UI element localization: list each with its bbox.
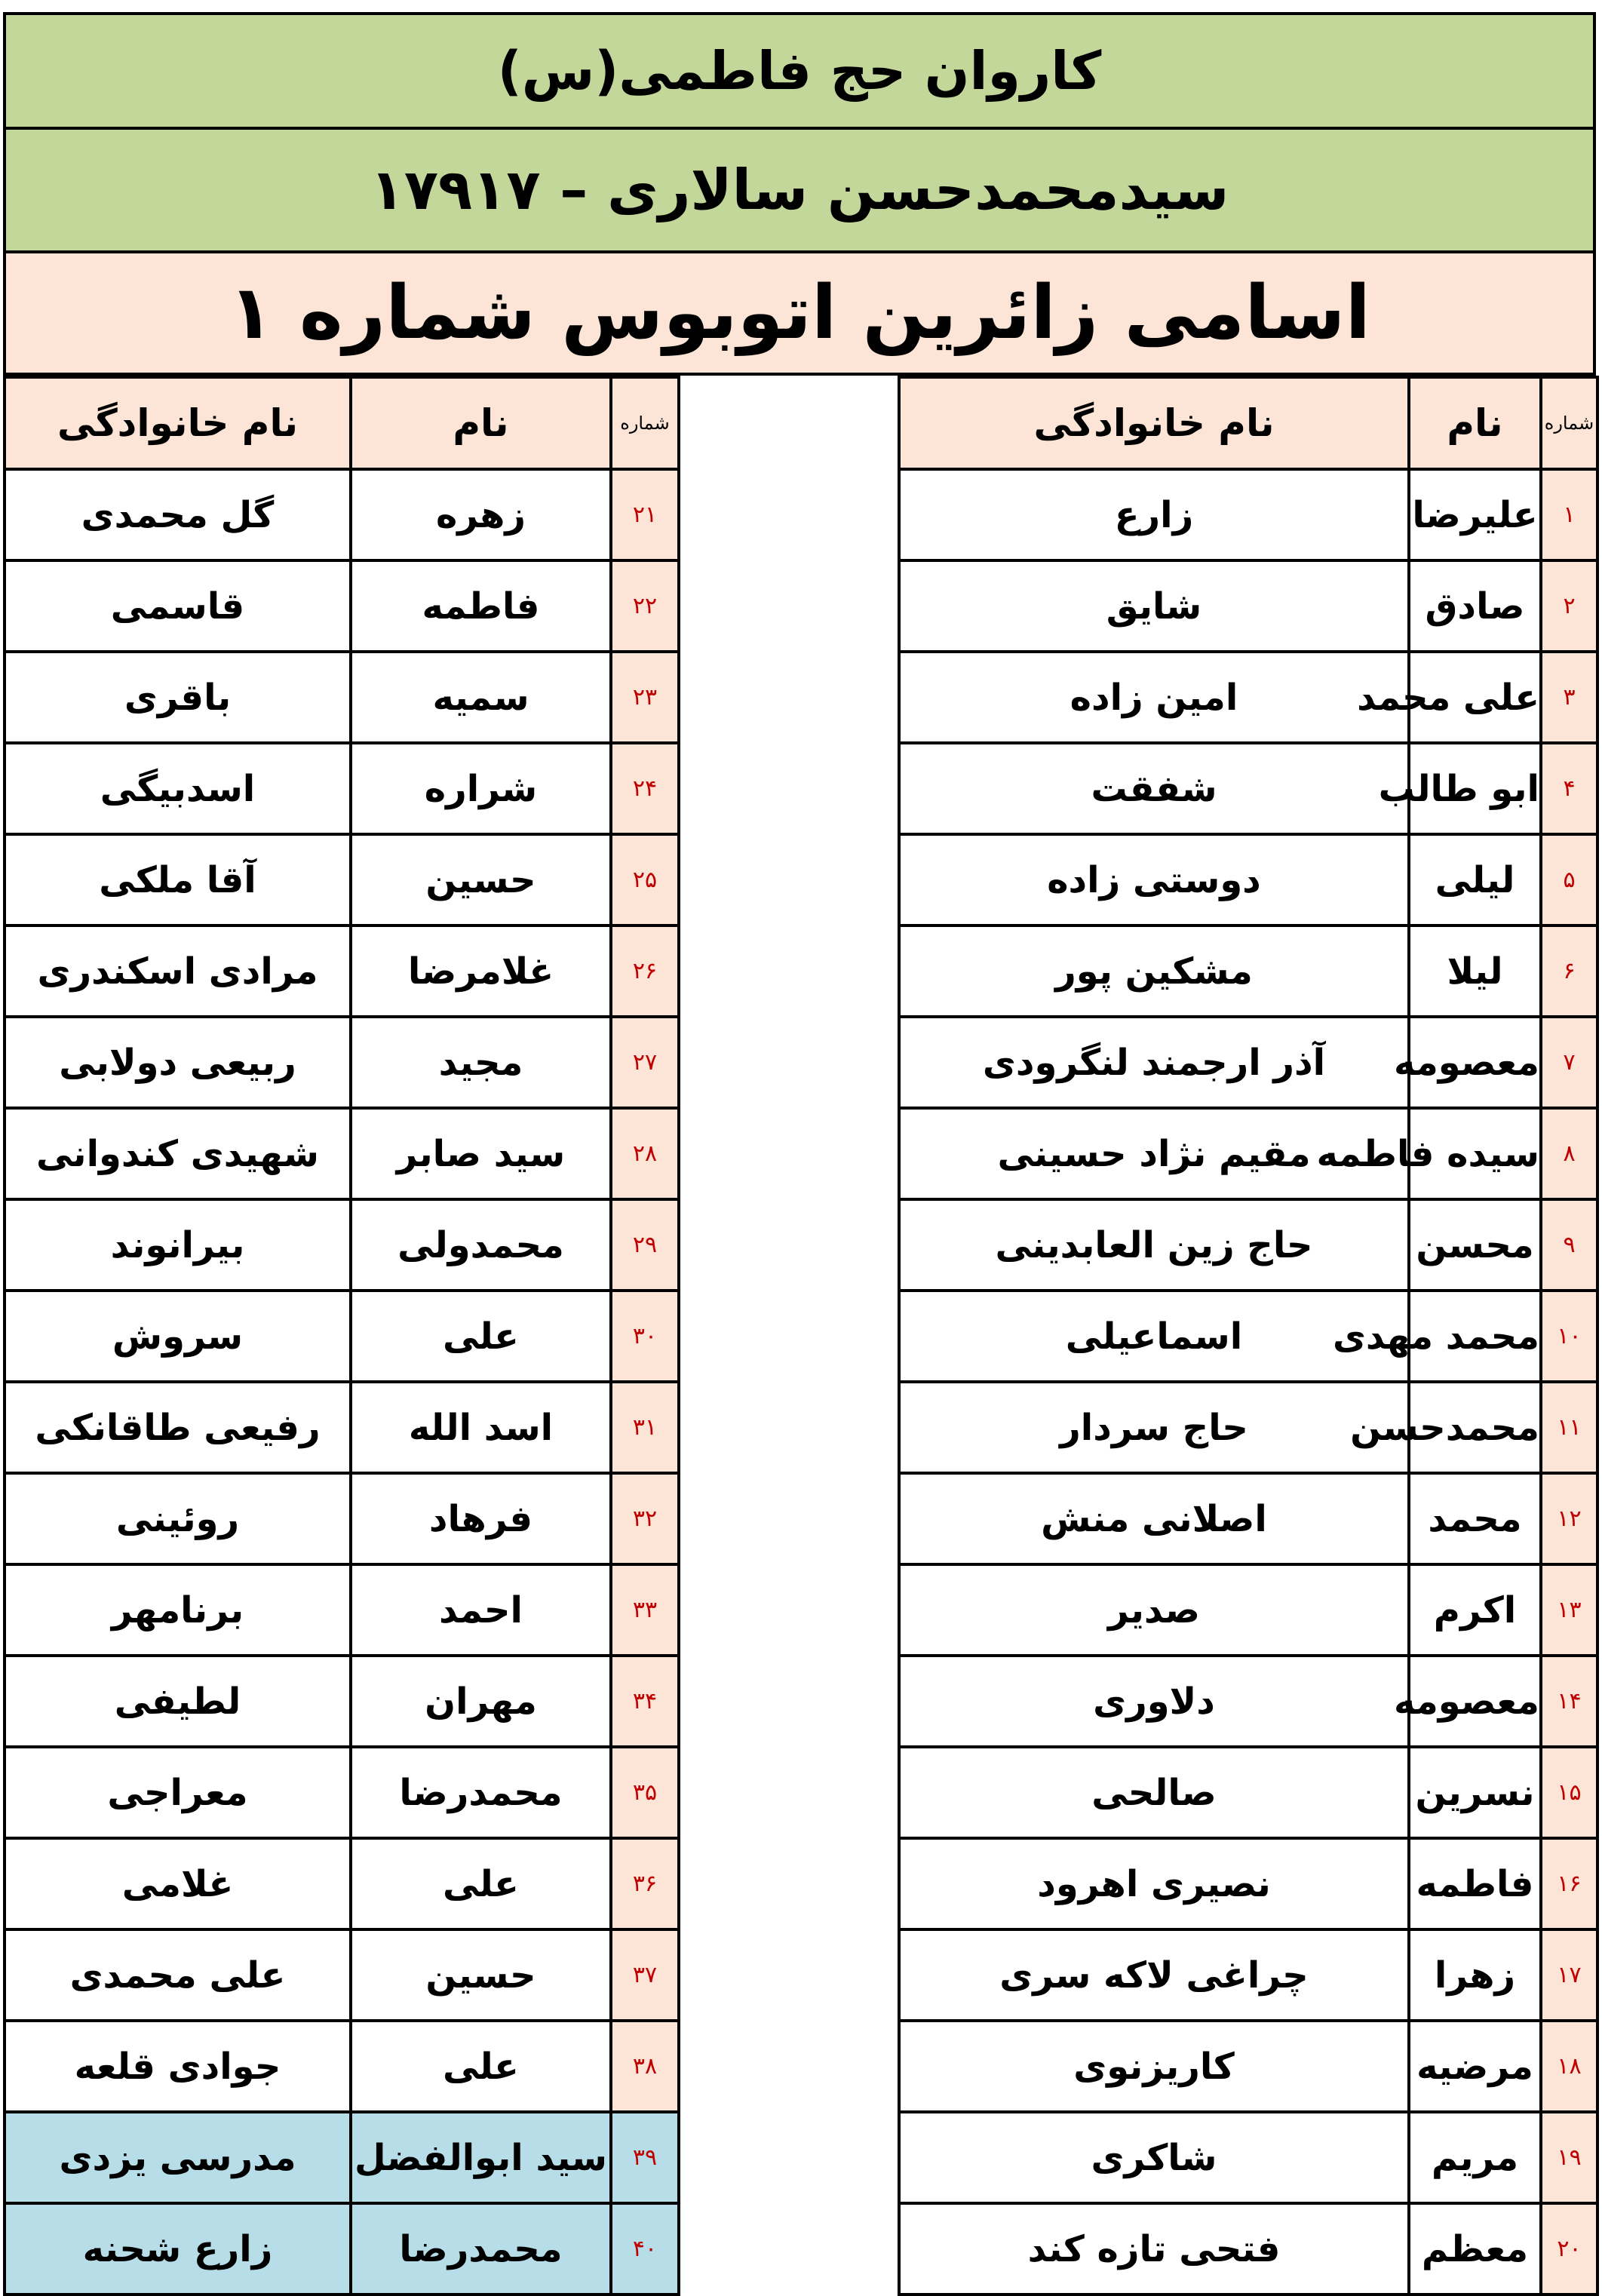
column-header-number: شماره xyxy=(1541,377,1597,469)
first-name-cell: ابو طالب xyxy=(1409,743,1541,834)
table-row xyxy=(5,469,679,560)
table-row xyxy=(5,1747,679,1838)
table-row xyxy=(899,834,1597,925)
last-name-cell: آذر ارجمند لنگرودی xyxy=(899,1017,1409,1108)
last-name-cell: بیرانوند xyxy=(5,1199,351,1291)
table-row xyxy=(5,1838,679,1929)
table-row xyxy=(5,1199,679,1291)
first-name-cell: سیده فاطمه xyxy=(1409,1108,1541,1199)
table-row xyxy=(5,1291,679,1382)
last-name-cell: مقیم نژاد حسینی xyxy=(899,1108,1409,1199)
first-name-cell: لیلی xyxy=(1409,834,1541,925)
first-name-cell: فرهاد xyxy=(351,1473,611,1564)
passenger-table-left xyxy=(3,376,680,2296)
manager-line xyxy=(3,127,1596,253)
row-number: ۲۲ xyxy=(611,560,679,652)
table-row xyxy=(5,925,679,1017)
first-name-cell: معظم xyxy=(1409,2203,1541,2294)
last-name-cell: دوستی زاده xyxy=(899,834,1409,925)
row-number: ۳۳ xyxy=(611,1564,679,1656)
row-number: ۶ xyxy=(1541,925,1597,1017)
passenger-table-right xyxy=(898,376,1599,2296)
first-name-cell: اسد الله xyxy=(351,1382,611,1473)
table-row xyxy=(899,925,1597,1017)
table-row xyxy=(5,652,679,743)
first-name-cell: محمدرضا xyxy=(351,1747,611,1838)
row-number: ۳۵ xyxy=(611,1747,679,1838)
table-body-left xyxy=(5,469,679,2294)
last-name-cell: آقا ملکی xyxy=(5,834,351,925)
table-row xyxy=(899,2203,1597,2294)
row-number: ۲۶ xyxy=(611,925,679,1017)
first-name-cell: حسین xyxy=(351,834,611,925)
first-name-cell: اکرم xyxy=(1409,1564,1541,1656)
row-number: ۲۸ xyxy=(611,1108,679,1199)
last-name-cell: شفقت xyxy=(899,743,1409,834)
table-row xyxy=(899,2021,1597,2112)
table-row xyxy=(5,743,679,834)
row-number: ۲ xyxy=(1541,560,1597,652)
last-name-cell: مرادی اسکندری xyxy=(5,925,351,1017)
row-number: ۱۸ xyxy=(1541,2021,1597,2112)
column-header-last-name: نام خانوادگی xyxy=(899,377,1409,469)
table-header-row xyxy=(899,377,1597,469)
row-number: ۸ xyxy=(1541,1108,1597,1199)
last-name-cell: باقری xyxy=(5,652,351,743)
table-row xyxy=(899,560,1597,652)
row-number: ۱۰ xyxy=(1541,1291,1597,1382)
last-name-cell: چراغی لاکه سری xyxy=(899,1929,1409,2021)
last-name-cell: شایق xyxy=(899,560,1409,652)
table-row xyxy=(899,1382,1597,1473)
row-number: ۴ xyxy=(1541,743,1597,834)
table-row xyxy=(5,1473,679,1564)
row-number: ۱۶ xyxy=(1541,1838,1597,1929)
row-number: ۳۶ xyxy=(611,1838,679,1929)
last-name-cell: شهیدی کندوانی xyxy=(5,1108,351,1199)
first-name-cell: مجید xyxy=(351,1017,611,1108)
table-row xyxy=(899,469,1597,560)
row-number: ۱۳ xyxy=(1541,1564,1597,1656)
table-row xyxy=(5,2021,679,2112)
last-name-cell: لطیفی xyxy=(5,1656,351,1747)
last-name-cell: ربیعی دولابی xyxy=(5,1017,351,1108)
row-number: ۵ xyxy=(1541,834,1597,925)
row-number: ۲۴ xyxy=(611,743,679,834)
last-name-cell: اصلانی منش xyxy=(899,1473,1409,1564)
last-name-cell: صالحی xyxy=(899,1747,1409,1838)
table-row xyxy=(899,1199,1597,1291)
last-name-cell: دلاوری xyxy=(899,1656,1409,1747)
first-name-cell: صادق xyxy=(1409,560,1541,652)
row-number: ۲۳ xyxy=(611,652,679,743)
last-name-cell: زارع xyxy=(899,469,1409,560)
last-name-cell: معراجی xyxy=(5,1747,351,1838)
last-name-cell: امین زاده xyxy=(899,652,1409,743)
last-name-cell: شاکری xyxy=(899,2112,1409,2203)
row-number: ۴۰ xyxy=(611,2203,679,2294)
row-number: ۲۹ xyxy=(611,1199,679,1291)
first-name-cell: محمدولی xyxy=(351,1199,611,1291)
table-row xyxy=(899,1838,1597,1929)
table-row xyxy=(5,1382,679,1473)
table-row xyxy=(5,1656,679,1747)
first-name-cell: علی xyxy=(351,2021,611,2112)
table-body-right xyxy=(899,469,1597,2294)
last-name-cell: فتحی تازه کند xyxy=(899,2203,1409,2294)
table-header-row xyxy=(5,377,679,469)
table-row xyxy=(899,652,1597,743)
row-number: ۲۵ xyxy=(611,834,679,925)
last-name-cell: حاج سردار xyxy=(899,1382,1409,1473)
table-row xyxy=(5,1108,679,1199)
table-row xyxy=(5,1564,679,1656)
first-name-cell: علی xyxy=(351,1838,611,1929)
row-number: ۲۱ xyxy=(611,469,679,560)
first-name-cell: علیرضا xyxy=(1409,469,1541,560)
last-name-cell: جوادی قلعه xyxy=(5,2021,351,2112)
row-number: ۲۷ xyxy=(611,1017,679,1108)
first-name-cell: محمدرضا xyxy=(351,2203,611,2294)
first-name-cell: معصومه xyxy=(1409,1656,1541,1747)
first-name-cell: مرضیه xyxy=(1409,2021,1541,2112)
row-number: ۳ xyxy=(1541,652,1597,743)
last-name-cell: گل محمدی xyxy=(5,469,351,560)
first-name-cell: زهرا xyxy=(1409,1929,1541,2021)
list-title xyxy=(3,250,1596,376)
last-name-cell: اسدبیگی xyxy=(5,743,351,834)
last-name-cell: علی محمدی xyxy=(5,1929,351,2021)
table-row xyxy=(5,834,679,925)
last-name-cell: رفیعی طاقانکی xyxy=(5,1382,351,1473)
row-number: ۳۷ xyxy=(611,1929,679,2021)
list-title-text: اسامی زائرین اتوبوس شماره ۱ xyxy=(228,270,1371,356)
first-name-cell: حسین xyxy=(351,1929,611,2021)
table-row xyxy=(899,743,1597,834)
first-name-cell: شراره xyxy=(351,743,611,834)
last-name-cell: قاسمی xyxy=(5,560,351,652)
caravan-title-text: کاروان حج فاطمی(س) xyxy=(497,40,1102,102)
row-number: ۱۷ xyxy=(1541,1929,1597,2021)
first-name-cell: مهران xyxy=(351,1656,611,1747)
table-row xyxy=(899,1017,1597,1108)
manager-line-text: سیدمحمدحسن سالاری – ۱۷۹۱۷ xyxy=(370,158,1229,223)
first-name-cell: علی xyxy=(351,1291,611,1382)
row-number: ۱۲ xyxy=(1541,1473,1597,1564)
last-name-cell: برنامهر xyxy=(5,1564,351,1656)
table-row xyxy=(899,1929,1597,2021)
last-name-cell: روئینی xyxy=(5,1473,351,1564)
table-row xyxy=(899,1108,1597,1199)
row-number: ۹ xyxy=(1541,1199,1597,1291)
row-number: ۱۴ xyxy=(1541,1656,1597,1747)
first-name-cell: سمیه xyxy=(351,652,611,743)
table-row xyxy=(899,1747,1597,1838)
column-header-first-name: نام xyxy=(1409,377,1541,469)
row-number: ۳۹ xyxy=(611,2112,679,2203)
column-header-last-name: نام خانوادگی xyxy=(5,377,351,469)
table-row xyxy=(899,1564,1597,1656)
column-header-number: شماره xyxy=(611,377,679,469)
column-header-first-name: نام xyxy=(351,377,611,469)
last-name-cell: حاج زین العابدینی xyxy=(899,1199,1409,1291)
last-name-cell: مدرسی یزدی xyxy=(5,2112,351,2203)
table-row xyxy=(5,2112,679,2203)
row-number: ۳۱ xyxy=(611,1382,679,1473)
last-name-cell: اسماعیلی xyxy=(899,1291,1409,1382)
caravan-title xyxy=(3,12,1596,130)
table-row xyxy=(899,2112,1597,2203)
last-name-cell: صدیر xyxy=(899,1564,1409,1656)
first-name-cell: محسن xyxy=(1409,1199,1541,1291)
table-row xyxy=(899,1473,1597,1564)
table-row xyxy=(5,1017,679,1108)
first-name-cell: علی محمد xyxy=(1409,652,1541,743)
last-name-cell: مشکین پور xyxy=(899,925,1409,1017)
row-number: ۱۱ xyxy=(1541,1382,1597,1473)
table-row xyxy=(899,1291,1597,1382)
row-number: ۳۲ xyxy=(611,1473,679,1564)
table-row xyxy=(5,1929,679,2021)
first-name-cell: لیلا xyxy=(1409,925,1541,1017)
first-name-cell: احمد xyxy=(351,1564,611,1656)
table-row xyxy=(899,1656,1597,1747)
row-number: ۳۴ xyxy=(611,1656,679,1747)
last-name-cell: نصیری اهرود xyxy=(899,1838,1409,1929)
table-row xyxy=(5,2203,679,2294)
row-number: ۱۹ xyxy=(1541,2112,1597,2203)
first-name-cell: غلامرضا xyxy=(351,925,611,1017)
first-name-cell: سید ابوالفضل xyxy=(351,2112,611,2203)
first-name-cell: محمد مهدی xyxy=(1409,1291,1541,1382)
first-name-cell: معصومه xyxy=(1409,1017,1541,1108)
row-number: ۱ xyxy=(1541,469,1597,560)
first-name-cell: زهره xyxy=(351,469,611,560)
table-row xyxy=(5,560,679,652)
last-name-cell: غلامی xyxy=(5,1838,351,1929)
first-name-cell: محمد xyxy=(1409,1473,1541,1564)
row-number: ۳۸ xyxy=(611,2021,679,2112)
last-name-cell: زارع شحنه xyxy=(5,2203,351,2294)
last-name-cell: کاریزنوی xyxy=(899,2021,1409,2112)
first-name-cell: سید صابر xyxy=(351,1108,611,1199)
last-name-cell: سروش xyxy=(5,1291,351,1382)
row-number: ۳۰ xyxy=(611,1291,679,1382)
first-name-cell: فاطمه xyxy=(351,560,611,652)
first-name-cell: نسرین xyxy=(1409,1747,1541,1838)
row-number: ۱۵ xyxy=(1541,1747,1597,1838)
first-name-cell: فاطمه xyxy=(1409,1838,1541,1929)
first-name-cell: محمدحسن xyxy=(1409,1382,1541,1473)
row-number: ۲۰ xyxy=(1541,2203,1597,2294)
first-name-cell: مریم xyxy=(1409,2112,1541,2203)
row-number: ۷ xyxy=(1541,1017,1597,1108)
